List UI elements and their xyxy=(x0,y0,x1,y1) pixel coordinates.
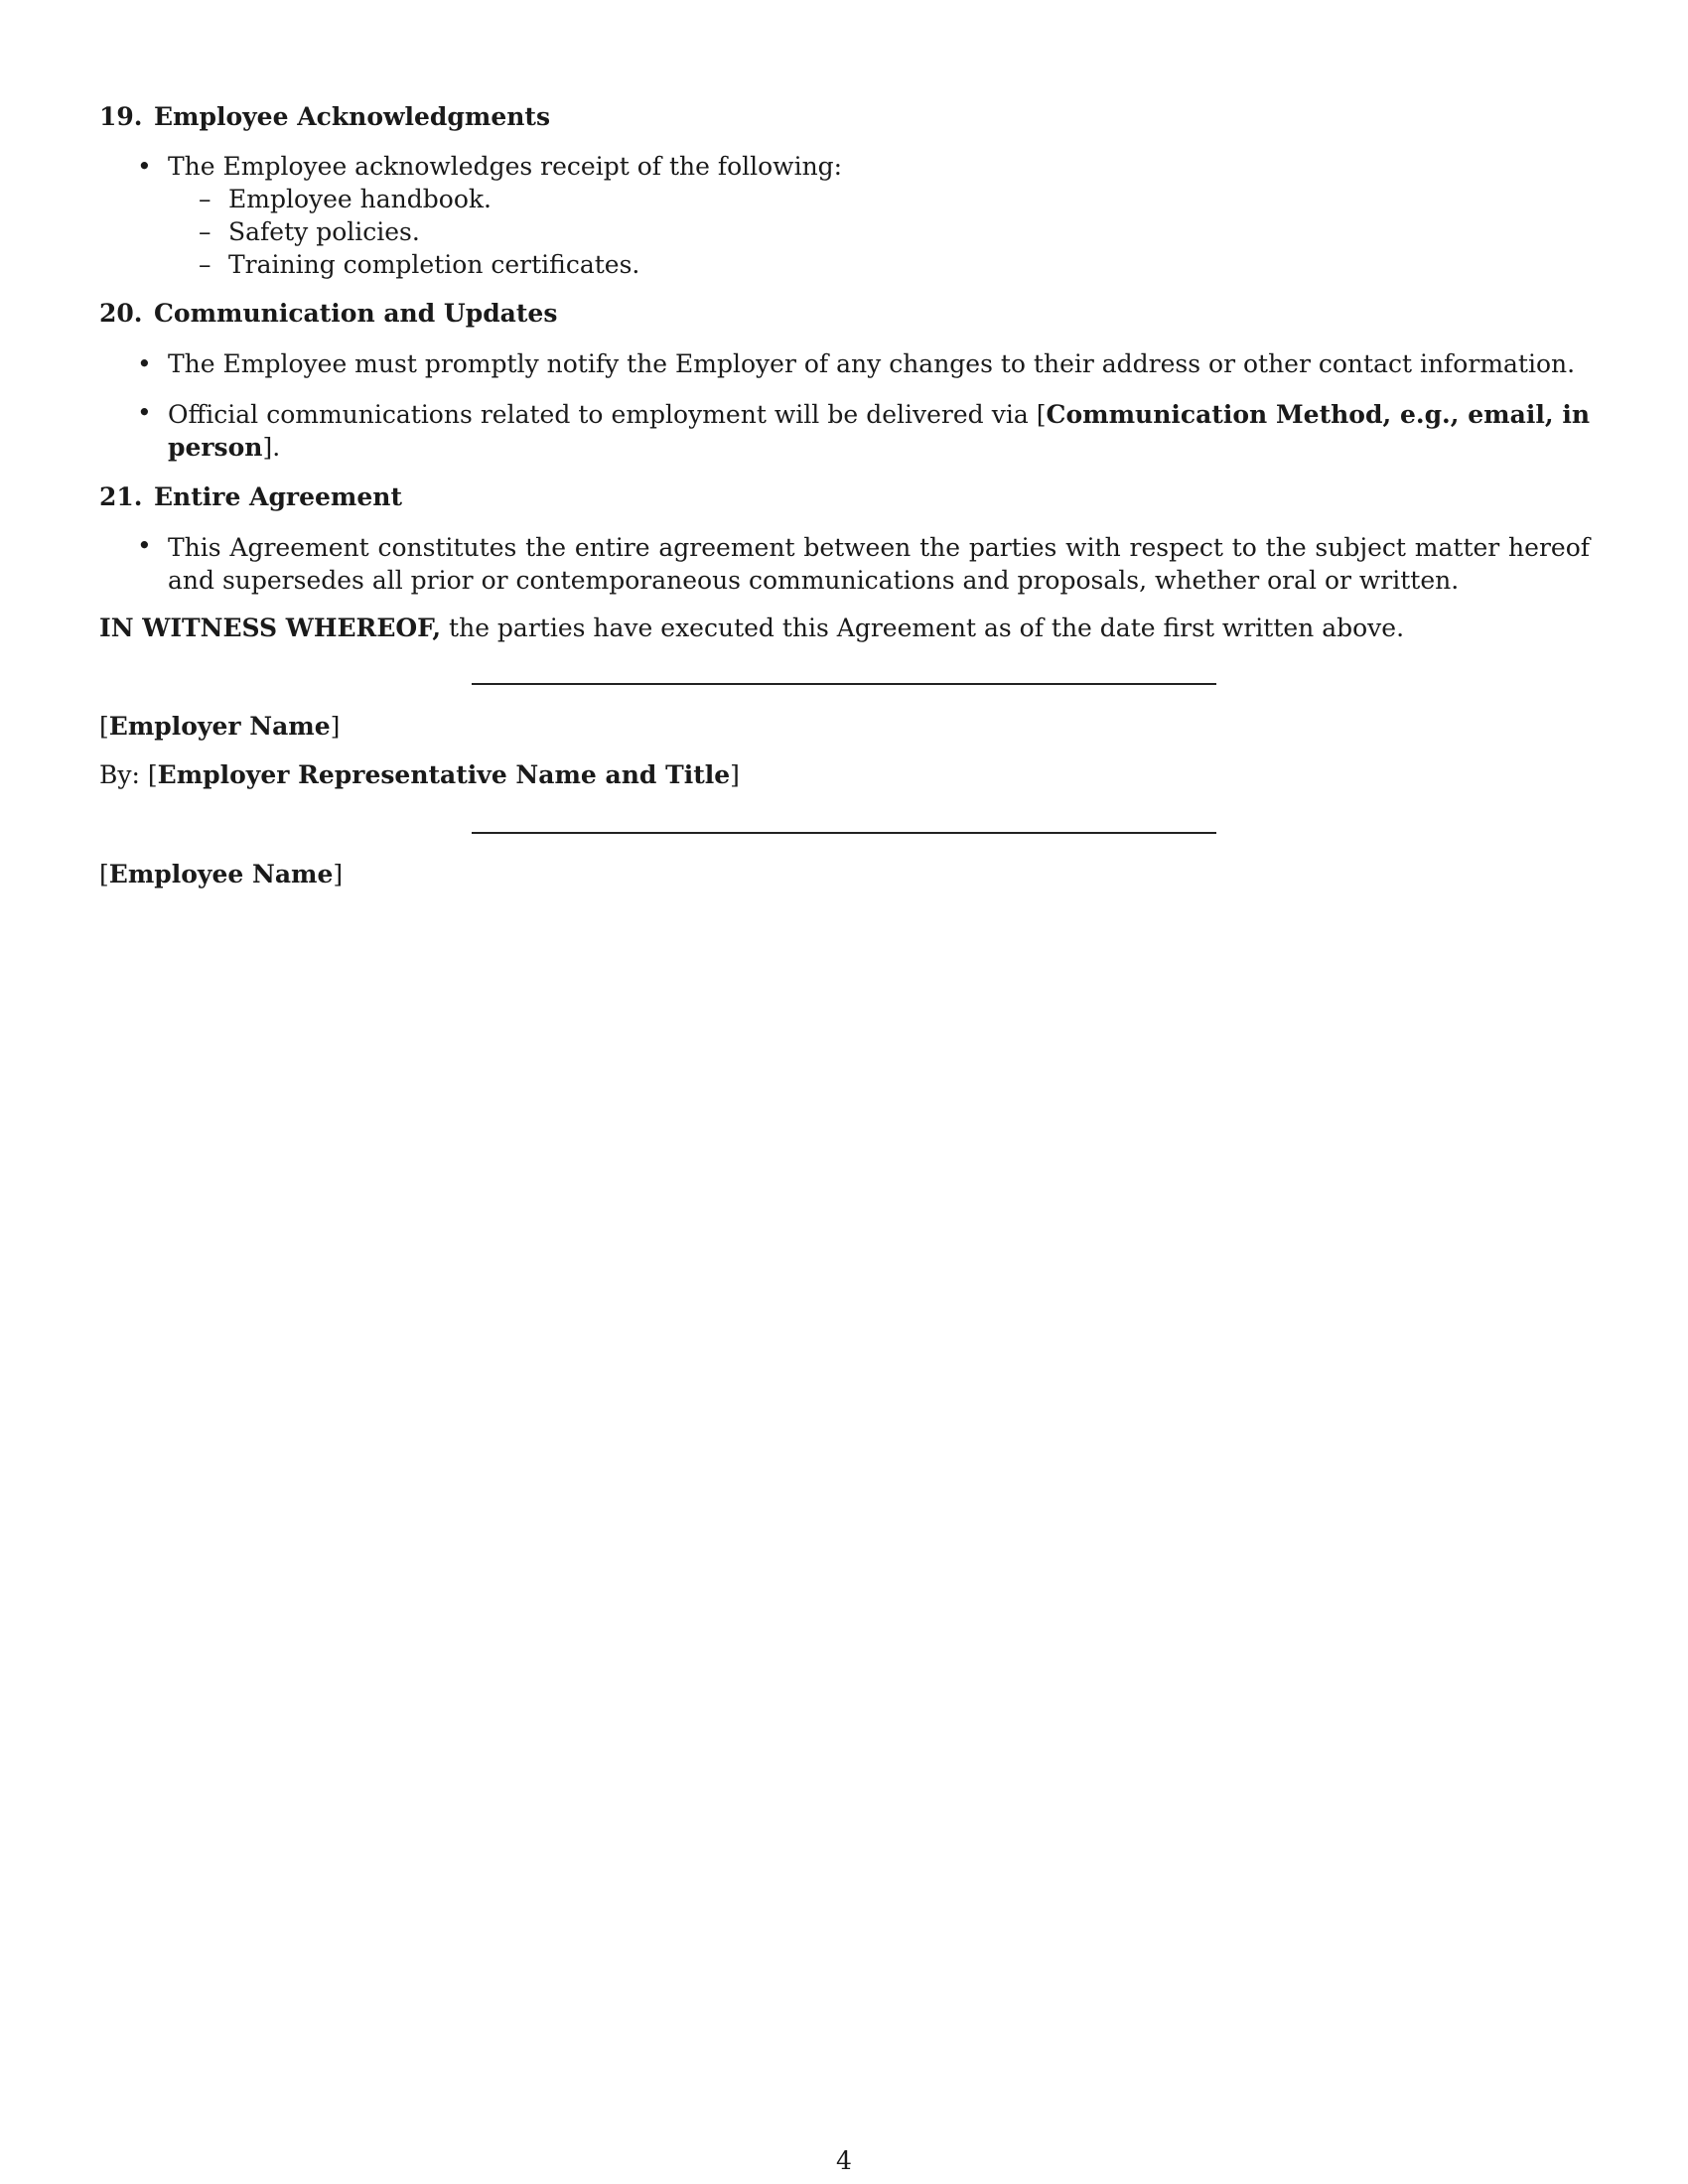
dash-icon: – xyxy=(199,185,211,213)
witness-lead: IN WITNESS WHEREOF, xyxy=(99,614,442,642)
section-heading-21 xyxy=(99,482,402,512)
employee-name-placeholder: Employee Name xyxy=(108,860,334,888)
list-item: The Employee acknowledges receipt of the following: xyxy=(168,152,843,181)
section-title: Communication and Updates xyxy=(154,299,558,328)
bracket: ] xyxy=(730,760,740,789)
bracket: [ xyxy=(99,712,109,741)
list-item-text: Official communications related to employment will be delivered via [ xyxy=(168,400,1047,429)
bullet-icon: • xyxy=(137,531,152,560)
employer-name-placeholder: Employer Name xyxy=(108,712,331,741)
section-title: Entire Agreement xyxy=(154,482,402,511)
employer-representative xyxy=(99,760,740,790)
by-label: By: xyxy=(99,760,148,789)
section-number: 19. xyxy=(99,102,143,131)
sub-list-item: Safety policies. xyxy=(228,217,420,246)
bracket: ] xyxy=(330,712,341,741)
representative-placeholder: Employer Representative Name and Title xyxy=(157,760,731,789)
employer-signature-line xyxy=(472,683,1216,685)
dash-icon: – xyxy=(199,250,211,279)
employer-name xyxy=(99,712,340,742)
bracket: [ xyxy=(147,760,158,789)
document-page xyxy=(99,0,1589,2184)
section-heading-20 xyxy=(99,299,557,329)
employee-name xyxy=(99,860,343,889)
witness-clause xyxy=(99,614,1404,643)
bullet-icon: • xyxy=(137,349,152,378)
sub-list-item: Employee handbook. xyxy=(228,185,492,213)
list-item: This Agreement constitutes the entire agreement between the parties with respect to the subject matter hereof and supersedes all prior or contemporaneous communications and proposals, whether oral or written. xyxy=(168,533,1590,595)
communication-method-placeholder: Communication Method, e.g., email, in person xyxy=(168,400,1591,462)
list-item-text-end: ]. xyxy=(262,433,281,462)
bracket: [ xyxy=(99,860,109,888)
witness-text: the parties have executed this Agreement as of the date first written above. xyxy=(441,614,1405,642)
section-heading-19 xyxy=(99,102,550,132)
list-item xyxy=(168,398,1590,464)
section-number: 21. xyxy=(99,482,143,511)
section-number: 20. xyxy=(99,299,143,328)
section-title: Employee Acknowledgments xyxy=(154,102,551,131)
bullet-icon: • xyxy=(137,152,152,181)
bullet-icon: • xyxy=(137,398,152,427)
bracket: ] xyxy=(333,860,344,888)
list-item: The Employee must promptly notify the Employer of any changes to their address or other contact information. xyxy=(168,349,1576,378)
page-number: 4 xyxy=(836,2146,852,2175)
employee-signature-line xyxy=(472,832,1216,834)
sub-list-item: Training completion certificates. xyxy=(228,250,640,279)
dash-icon: – xyxy=(199,217,211,246)
